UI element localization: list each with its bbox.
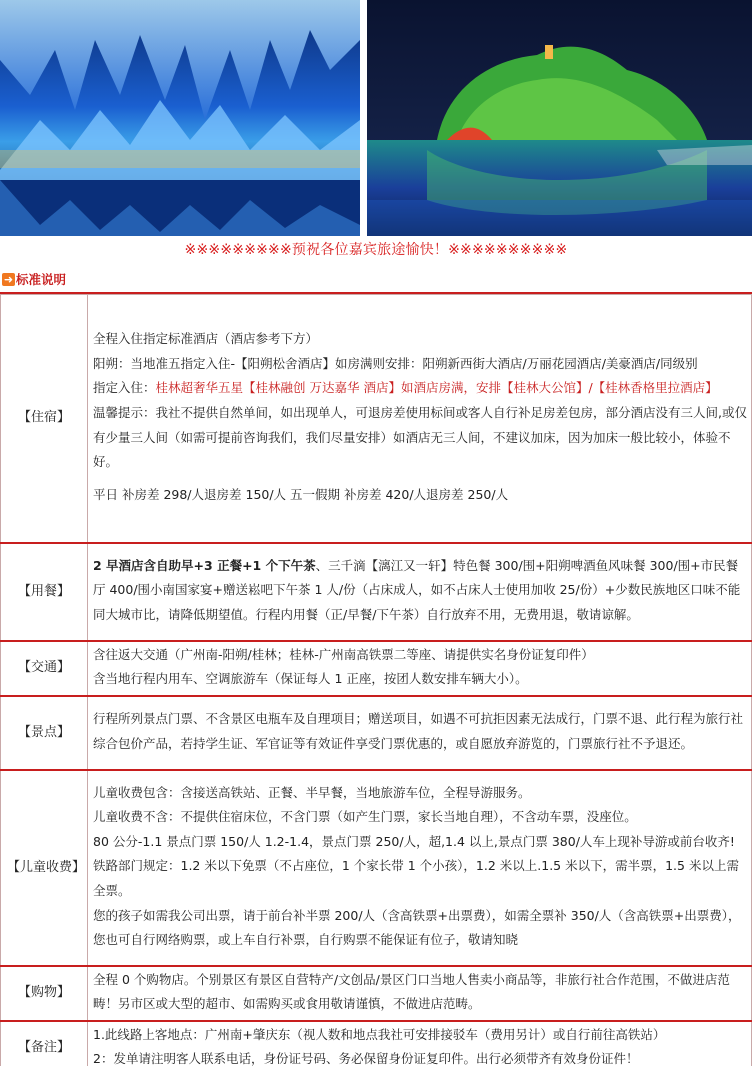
photo-banner <box>0 0 752 236</box>
notes-line: 2：发单请注明客人联系电话，身份证号码、务必保留身份证复印件。出行必须带齐有效身份证件！ <box>93 1051 639 1066</box>
meal-text: 、三千滴【漓江又一轩】特色餐 300/围+阳朔啤酒鱼风味餐 300/围+市民餐厅 400/围小南国家宴+赠送崧吧下午茶 1 人/份（占床成人，如不占床人士使用加收 25/份）+少数民族地区口味不能同大城市比，请降低期望值。行程内用餐（正/早餐/下午茶）自行放弃不用，无费用退，敬请谅解。 <box>93 557 741 622</box>
row-label: 【儿童收费】 <box>1 770 88 966</box>
meal-bold: 2 早酒店含自助早+3 正餐+1 个下午茶 <box>93 557 316 573</box>
child-line: 80 公分-1.1 景点门票 150/人 1.2-1.4，景点门票 250/人，超,1.4 以上,景点门票 380/人车上现补导游或前台收齐! <box>93 833 735 849</box>
table-row-transport <box>1 641 752 696</box>
hotel-line: 平日 补房差 298/人退房差 150/人 五一假期 补房差 420/人退房差 250/人 <box>93 486 509 502</box>
hotel-line: 全程入住指定标准酒店（酒店参考下方） <box>93 331 319 347</box>
notes-line: 1.此线路上客地点：广州南+肇庆东（视人数和地点我社可安排接驳车（费用另计）或自行前往高铁站） <box>93 1026 666 1042</box>
meal-line <box>93 554 747 628</box>
row-content <box>88 641 752 696</box>
arrow-right-icon: ➜ <box>3 273 14 286</box>
row-label: 【交通】 <box>1 641 88 696</box>
row-content <box>88 770 752 966</box>
row-label: 【用餐】 <box>1 543 88 641</box>
row-content <box>88 543 752 641</box>
hotel-designated: 桂林超奢华五星【桂林融创 万达嘉华 酒店】如酒店房满，安排【桂林大公馆】/【桂林香格里拉酒店】 <box>155 380 718 396</box>
child-line: 您的孩子如需我公司出票，请于前台补半票 200/人（含高铁票+出票费），如需全票补 350/人（含高铁票+出票费），您也可自行网络购票，或上车自行补票，自行购票不能保证有位子，敬请知晓 <box>93 907 741 948</box>
table-row-shopping <box>1 966 752 1021</box>
row-content <box>88 295 752 543</box>
transport-line: 含往返大交通（广州南-阳朔/桂林；桂林-广州南高铁票二等座、请提供实名身份证复印件） <box>93 646 594 662</box>
hotel-line: 阳朔：当地准五指定入住-【阳朔松舍酒店】如房满则安排：阳朔新西街大酒店/万丽花园酒店/美豪酒店/同级别 <box>93 355 698 371</box>
greeting-banner: ※※※※※※※※※预祝各位嘉宾旅途愉快！※※※※※※※※※※ <box>184 242 568 258</box>
table-row-sights <box>1 696 752 770</box>
table-row-meal <box>1 543 752 641</box>
transport-line: 含当地行程内用车、空调旅游车（保证每人 1 正座，按团人数安排车辆大小）。 <box>93 671 528 687</box>
info-table <box>0 294 752 1066</box>
row-label: 【住宿】 <box>1 295 88 543</box>
table-row-notes <box>1 1021 752 1066</box>
child-line: 儿童收费不含：不提供住宿床位，不含门票（如产生门票，家长当地自理），不含动车票，没座位。 <box>93 809 637 825</box>
table-row-hotel <box>1 295 752 543</box>
row-content <box>88 966 752 1021</box>
row-content <box>88 1021 752 1066</box>
child-line: 儿童收费包含：含接送高铁站、正餐、半早餐，当地旅游车位，全程导游服务。 <box>93 784 531 800</box>
sights-line: 行程所列景点门票、不含景区电瓶车及自理项目；赠送项目，如遇不可抗拒因素无法成行，门票不退、此行程为旅行社综合包价产品，若持学生证、军官证等有效证件享受门票优惠的，或自愿放弃游览的，门票旅行社不予退还。 <box>93 711 744 751</box>
hotel-prefix: 指定入住： <box>93 380 156 396</box>
row-content <box>88 696 752 770</box>
section-title: 标准说明 <box>16 272 67 287</box>
row-label: 【购物】 <box>1 966 88 1021</box>
shopping-line: 全程 0 个购物店。个别景区有景区自营特产/文创品/景区门口当地人售卖小商品等，非旅行社合作范围，不做进店范畴！另市区或大型的超市、如需购买或食用敬请谨慎，不做进店范畴。 <box>93 971 730 1012</box>
row-label: 【景点】 <box>1 696 88 770</box>
section-header <box>0 270 752 294</box>
table-row-child <box>1 770 752 966</box>
hotel-line <box>93 376 747 401</box>
hotel-line: 温馨提示：我社不提供自然单间，如出现单人，可退房差使用标间或客人自行补足房差包房，部分酒店没有三人间,或仅有少量三人间（如需可提前咨询我们，我们尽量安排）如酒店无三人间，不建议加床，因为加床一般比较小，体验不好。 <box>93 404 747 470</box>
cave-photo <box>0 0 360 236</box>
elephant-trunk-hill-photo <box>367 0 752 236</box>
child-line: 铁路部门规定：1.2 米以下免票（不占座位，1 个家长带 1 个小孩），1.2 米以上.1.5 米以下，需半票，1.5 米以上需全票。 <box>93 858 739 898</box>
row-label: 【备注】 <box>1 1021 88 1066</box>
